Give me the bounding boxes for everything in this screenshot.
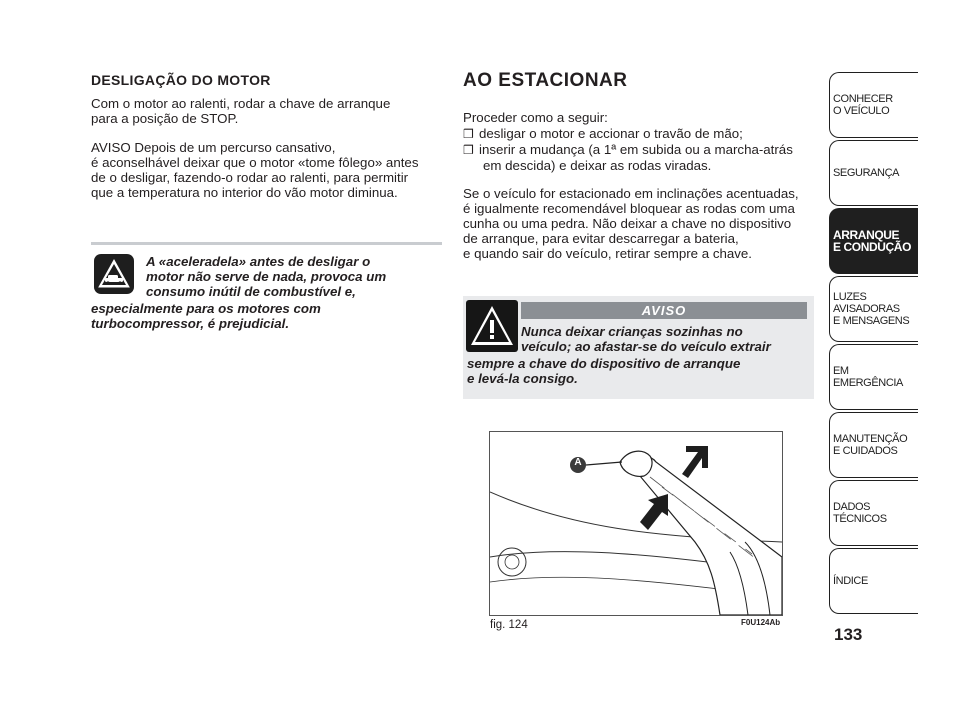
eco-note-bottom: especialmente para os motores com turbocompressor, é prejudicial. — [91, 301, 321, 331]
section-title-engine-off: DESLIGAÇÃO DO MOTOR — [91, 72, 271, 88]
advice-paragraph: AVISO Depois de um percurso cansativo, é aconselhável deixar que o motor «tome fôlego» antes de o desligar, fazendo-o rodar ao ralenti, para permitir que a temperatura no interior do vão motor diminua. — [91, 140, 419, 200]
eco-note-top: A «aceleradela» antes de desligar o motor não serve de nada, provoca um consumo inútil de combustível e, — [146, 254, 387, 299]
tab-manutencao[interactable]: MANUTENÇÃO E CUIDADOS — [829, 412, 918, 478]
list-item: ❒ desligar o motor e accionar o travão de mão; — [463, 126, 743, 141]
section-title-parking: AO ESTACIONAR — [463, 70, 628, 91]
handbrake-figure — [489, 431, 783, 616]
warning-triangle-icon — [466, 300, 518, 352]
checkbox-bullet-icon: ❒ — [463, 127, 474, 141]
callout-a-label: A — [574, 457, 582, 468]
tab-conhecer-o-veiculo[interactable]: CONHECER O VEÍCULO — [829, 72, 918, 138]
eco-car-icon — [94, 254, 134, 294]
bullet-list: ❒ desligar o motor e accionar o travão de mão; ❒ inserir a mudança (a 1ª em subida ou a marcha-atrás em descida) e deixar as rodas viradas. — [463, 126, 815, 173]
tab-dados-tecnicos[interactable]: DADOS TÉCNICOS — [829, 480, 918, 546]
warning-text-bottom: sempre a chave do dispositivo de arranque e levá-la consigo. — [467, 356, 741, 386]
handbrake-illustration — [490, 432, 782, 615]
tab-seguranca[interactable]: SEGURANÇA — [829, 140, 918, 206]
warning-text-top: Nunca deixar crianças sozinhas no veículo; ao afastar-se do veículo extrair — [521, 324, 771, 354]
parking-intro: Proceder como a seguir: — [463, 110, 608, 125]
page-number: 133 — [834, 625, 863, 644]
figure-code: F0U124Ab — [741, 618, 781, 627]
parking-paragraph: Se o veículo for estacionado em inclinações acentuadas, é igualmente recomendável bloquear as rodas com uma cunha ou uma pedra. Não deixar a chave no dispositivo de arranque, para evitar descarregar a bateria, e quando sair do veículo, retirar sempre a chave. — [463, 186, 799, 261]
tab-indice[interactable]: ÍNDICE — [829, 548, 918, 614]
checkbox-bullet-icon: ❒ — [463, 143, 474, 157]
figure-caption: fig. 124 — [490, 619, 528, 631]
note-divider — [91, 242, 442, 245]
list-item: ❒ inserir a mudança (a 1ª em subida ou a marcha-atrás — [463, 142, 793, 157]
engine-off-paragraph: Com o motor ao ralenti, rodar a chave de arranque para a posição de STOP. — [91, 96, 391, 126]
warning-header: AVISO — [521, 302, 807, 319]
tab-em-emergencia[interactable]: EM EMERGÊNCIA — [829, 344, 918, 410]
tab-luzes-avisadoras[interactable]: LUZES AVISADORAS E MENSAGENS — [829, 276, 918, 342]
tab-arranque-e-conducao[interactable]: ARRANQUE E CONDUÇÃO — [829, 208, 918, 274]
